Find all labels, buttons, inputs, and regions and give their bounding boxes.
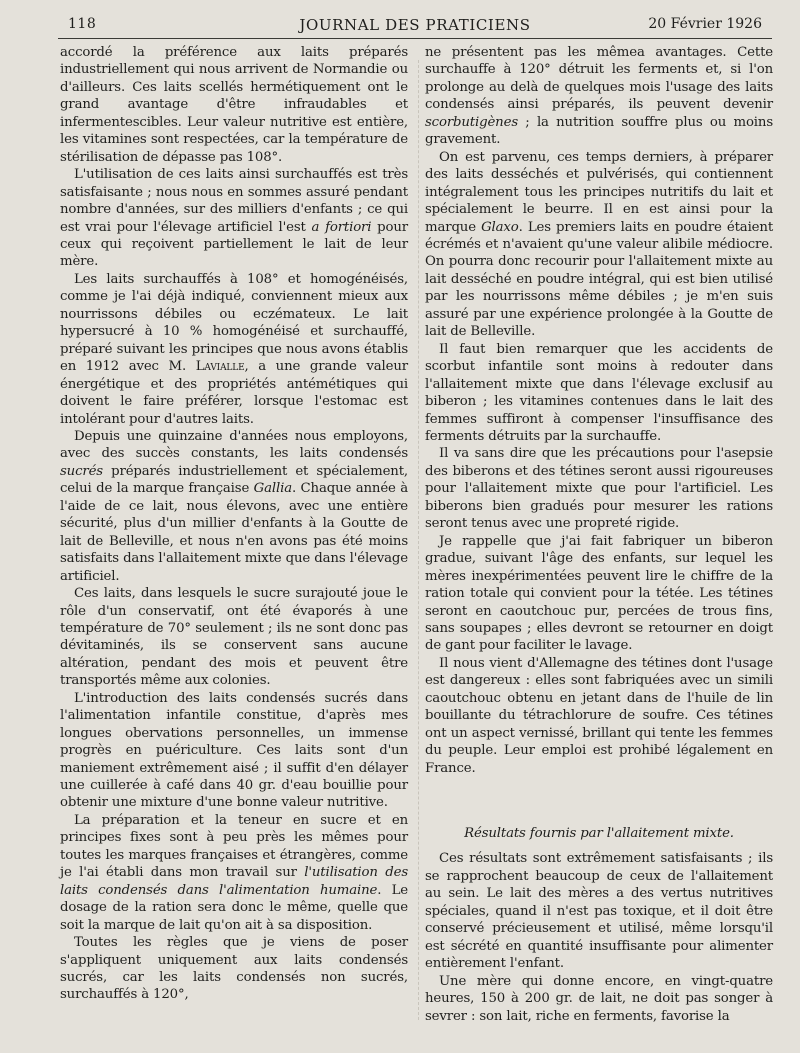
paragraph: Une mère qui donne encore, en vingt-quatre heures, 150 à 200 gr. de lait, ne doit pas songer à sevrer : son lait, riche en ferments, favorise la (425, 973, 773, 1024)
paragraph: Il faut bien remarquer que les accidents de scorbut infantile sont moins à redouter dans l'allaitement mixte que dans l'élevage exclusif au biberon ; les vitamines contenues dans le lait des femmes suffiront à compenser l'insuffisance des ferments détruits par la surchauffe. (425, 341, 773, 444)
journal-title: JOURNAL DES PRATICIENS (299, 16, 531, 34)
paragraph: Il nous vient d'Allemagne des tétines dont l'usage est dangereux : elles sont fabriquées avec un simili caoutchouc obtenu en jetant dans de l'huile de lin bouillante du tétrachlorure de soufre. Ces tétines ont un aspect vernissé, brillant qui tente les femmes du peuple. Leur emploi est prohibé légalement en France. (425, 655, 773, 776)
paragraph: Il va sans dire que les précautions pour l'asepsie des biberons et des tétines seront aussi rigoureuses pour l'allaitement mixte que pour l'artificiel. Les biberons bien gradués pour mesurer les rations seront tenus avec une propreté rigide. (425, 446, 773, 532)
paragraph: accordé la préférence aux laits préparés industriellement qui nous arrivent de Normandie ou d'ailleurs. Ces laits scellés hermétiquement ont le grand avantage d'être infraudables et infermentescibles. Leur valeur nutritive est entière, les vitamines sont respectées, car la température de stérilisation de dépasse pas 108°. (60, 45, 408, 165)
left-column (60, 44, 408, 1004)
right-column (425, 44, 773, 1025)
paragraph: Je rappelle que j'ai fait fabriquer un biberon gradue, suivant l'âge des enfants, sur lequel les mères inexpérimentées peuvent lire le chiffre de la ration totale qui convient pour la tétée. Les tétines seront en caoutchouc pur, percées de trous fins, sans soupapes ; elles devront se retourner en doigt de gant pour faciliter le lavage. (425, 533, 773, 654)
paragraph: La préparation et la teneur en sucre et en principes fixes sont à peu près les mêmes pour toutes les marques françaises et étrangères, comme je l'ai établi dans mon travail sur l'utilisation des laits condensés dans l'alimentation humaine. Le dosage de la ration sera donc le même, quelle que soit la marque de lait qu'on ait à sa disposition. (60, 812, 408, 933)
page-number: 118 (68, 16, 97, 32)
page-header (58, 16, 772, 38)
paragraph: Les laits surchauffés à 108° et homogénéisés, comme je l'ai déjà indiqué, conviennent mieux aux nourrissons débiles ou eczémateux. Le lait hypersucré à 10 % homogénéisé et surchauffé, préparé suivant les principes que nous avons établis en 1912 avec M. Lavialle, a une grande valeur énergétique et des propriétés antémétiques qui doivent le faire préférer, lorsque l'estomac est intolérant pour d'autres laits. (60, 271, 408, 427)
paragraph: ne présentent pas les mêmea avantages. Cette surchauffe à 120° détruit les ferments et, si l'on prolonge au delà de quelques mois l'usage des laits condensés ainsi préparés, ils peuvent devenir scorbutigènes ; la nutrition souffre plus ou moins gravement. (425, 45, 773, 148)
paragraph: Depuis une quinzaine d'années nous employons, avec des succès constants, les laits condensés sucrés préparés industriellement et spécialement, celui de la marque française Gallia. Chaque année à l'aide de ce lait, nous élevons, avec une entière sécurité, plus d'un millier d'enfants à la Goutte de lait de Belleville, et nous n'en avons pas été moins satisfaits dans l'allaitement mixte que dans l'élevage artificiel. (60, 428, 409, 584)
paragraph: Ces laits, dans lesquels le sucre surajouté joue le rôle d'un conservatif, ont été évaporés à une température de 70° seulement ; ils ne sont donc pas dévitaminés, ils se conservent sans aucune altération, pendant des mois et peuvent être transportés même aux colonies. (60, 586, 408, 689)
issue-date: 20 Février 1926 (648, 16, 762, 32)
paragraph: On est parvenu, ces temps derniers, à préparer des laits desséchés et pulvérisés, qui contiennent intégralement tous les principes nutritifs du lait et spécialement le beurre. Il en est ainsi pour la marque Glaxo. Les premiers laits en poudre étaient écrémés et n'avaient qu'une valeur alibile médiocre. On pourra donc recourir pour l'allaitement mixte au lait desséché en poudre intégral, qui est bien utilisé par les nourrissons même débiles ; je m'en suis assuré par une expérience prolongée à la Goutte de lait de Belleville. (425, 149, 774, 340)
paragraph: L'introduction des laits condensés sucrés dans l'alimentation infantile constitue, d'après mes longues obervations personnelles, un immense progrès en puériculture. Ces laits sont d'un maniement extrêmement aisé ; il suffit d'en délayer une cuillerée à café dans 40 gr. d'eau bouillie pour obtenir une mixture d'une bonne valeur nutritive. (60, 690, 408, 811)
paragraph: Toutes les règles que je viens de poser s'appliquent uniquement aux laits condensés sucrés, car les laits condensés non sucrés, surchauffés à 120°, (60, 935, 408, 1003)
paragraph: Ces résultats sont extrêmement satisfaisants ; ils se rapprochent beaucoup de ceux de l'allaitement au sein. Le lait des mères a des vertus nutritives spéciales, quand il n'est pas toxique, et il doit être conservé précieusement et utilisé, même lorsqu'il est sécrété en quantité insuffisante pour alimenter entièrement l'enfant. (425, 851, 773, 972)
column-divider (418, 60, 419, 1020)
header-rule (58, 38, 772, 39)
section-subheading: Résultats fournis par l'allaitement mixte. (464, 826, 734, 842)
paragraph: L'utilisation de ces laits ainsi surchauffés est très satisfaisante ; nous nous en sommes assuré pendant nombre d'années, sur des milliers d'enfants ; ce qui est vrai pour l'élevage artificiel l'est a fortiori pour ceux qui reçoivent partiellement le lait de leur mère. (60, 167, 408, 270)
